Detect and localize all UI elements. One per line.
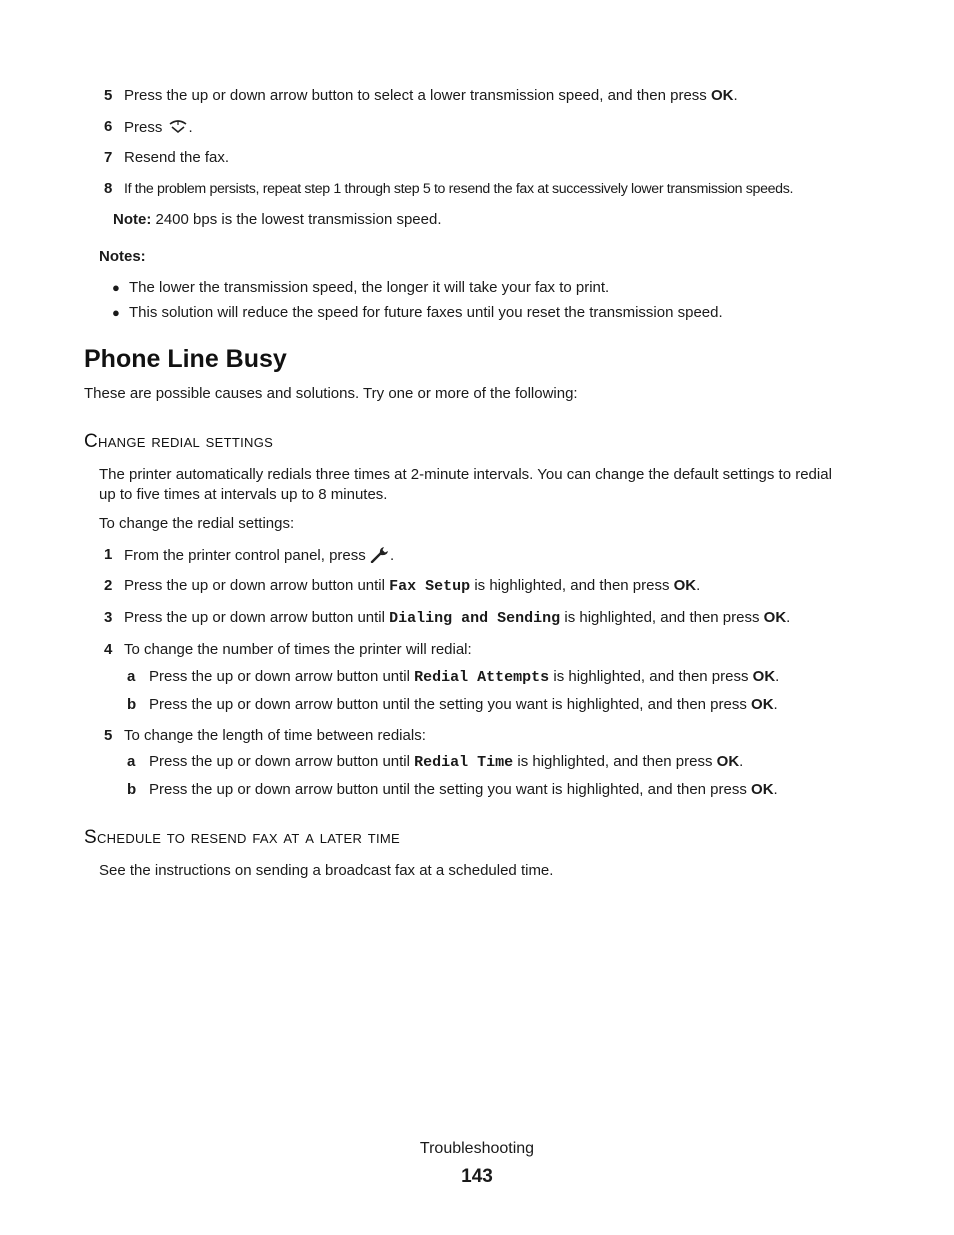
period: . xyxy=(773,781,778,798)
redial-step-5b xyxy=(149,780,778,800)
redial-step-4a-pre: Press the up or down arrow button until xyxy=(149,668,415,685)
notes-item-1: The lower the transmission speed, the longer it will take your fax to print. xyxy=(129,279,610,296)
period: . xyxy=(775,668,780,685)
bullet-icon: ● xyxy=(112,280,120,295)
bullet-icon: ● xyxy=(112,305,120,320)
ok-label: OK xyxy=(752,668,776,685)
redial-step-1 xyxy=(124,545,394,569)
period: . xyxy=(773,696,778,713)
redial-step-1-text: From the printer control panel, press xyxy=(124,547,370,564)
note-text: 2400 bps is the lowest transmission speed. xyxy=(151,211,442,228)
back-arrow-icon xyxy=(167,117,189,141)
redial-step-5a-post: is highlighted, and then press xyxy=(513,753,717,770)
redial-step-5b-letter: b xyxy=(127,781,137,798)
step-8: If the problem persists, repeat step 1 through step 5 to resend the fax at successively lower transmission speeds. xyxy=(124,181,794,197)
redial-step-3-number: 3 xyxy=(104,609,113,626)
redial-step-4b-letter: b xyxy=(127,696,137,713)
menu-item-code: Redial Time xyxy=(414,754,514,771)
redial-step-2-number: 2 xyxy=(104,577,113,594)
redial-step-4b xyxy=(149,695,778,715)
redial-step-1-number: 1 xyxy=(104,546,113,563)
redial-step-4a-post: is highlighted, and then press xyxy=(549,668,753,685)
step-6 xyxy=(124,117,193,141)
redial-step-5a-letter: a xyxy=(127,753,136,770)
step-6-number: 6 xyxy=(104,118,113,135)
ok-label: OK xyxy=(751,696,774,713)
redial-step-4a-letter: a xyxy=(127,668,136,685)
period: . xyxy=(739,753,744,770)
ok-label: OK xyxy=(716,753,740,770)
notes-item-2: This solution will reduce the speed for future faxes until you reset the transmission speed. xyxy=(129,304,723,321)
redial-step-4: To change the number of times the printer will redial: xyxy=(124,641,472,658)
redial-step-2 xyxy=(124,576,700,597)
redial-step-4a xyxy=(149,667,779,688)
schedule-text: See the instructions on sending a broadcast fax at a scheduled time. xyxy=(99,862,554,879)
menu-item-code: Dialing and Sending xyxy=(389,610,561,627)
redial-step-3 xyxy=(124,608,790,629)
section-title: Phone Line Busy xyxy=(84,345,287,373)
wrench-icon xyxy=(370,545,390,569)
step-7-number: 7 xyxy=(104,149,113,166)
redial-step-3-pre: Press the up or down arrow button until xyxy=(124,609,390,626)
redial-step-2-post: is highlighted, and then press xyxy=(470,577,674,594)
note xyxy=(113,210,441,230)
period: . xyxy=(389,547,395,564)
redial-para-line-1: The printer automatically redials three times at 2-minute intervals. You can change the default settings to redial xyxy=(99,466,832,483)
step-8-number: 8 xyxy=(104,180,113,197)
step-5 xyxy=(124,86,738,106)
redial-para-2: To change the redial settings: xyxy=(99,515,295,532)
step-5-text: Press the up or down arrow button to select a lower transmission speed, and then press xyxy=(124,87,711,104)
step-7: Resend the fax. xyxy=(124,149,230,166)
page-number: 143 xyxy=(461,1166,493,1187)
ok-label: OK xyxy=(763,609,787,626)
redial-step-5b-pre: Press the up or down arrow button until the setting you want is highlighted, and then press xyxy=(149,781,752,798)
menu-item-code: Fax Setup xyxy=(389,578,471,595)
schedule-heading: Schedule to resend fax at a later time xyxy=(84,827,401,848)
menu-item-code: Redial Attempts xyxy=(414,669,550,686)
redial-step-5a xyxy=(149,752,743,773)
period: . xyxy=(786,609,791,626)
footer-label: Troubleshooting xyxy=(419,1140,535,1157)
redial-step-5a-pre: Press the up or down arrow button until xyxy=(149,753,415,770)
section-intro: These are possible causes and solutions. Try one or more of the following: xyxy=(84,385,578,402)
notes-heading: Notes: xyxy=(99,248,146,265)
ok-label: OK xyxy=(710,87,734,104)
step-6-text: Press xyxy=(124,119,167,136)
redial-step-4-number: 4 xyxy=(104,641,113,658)
step-5-number: 5 xyxy=(104,87,113,104)
redial-step-3-post: is highlighted, and then press xyxy=(560,609,764,626)
note-label: Note: xyxy=(113,211,152,228)
redial-step-2-pre: Press the up or down arrow button until xyxy=(124,577,390,594)
redial-heading: Change redial settings xyxy=(84,431,274,452)
redial-para-line-2: up to five times at intervals up to 8 minutes. xyxy=(99,486,388,503)
period: . xyxy=(188,119,193,136)
redial-step-4b-pre: Press the up or down arrow button until the setting you want is highlighted, and then press xyxy=(149,696,752,713)
period: . xyxy=(696,577,701,594)
ok-label: OK xyxy=(673,577,697,594)
period: . xyxy=(733,87,738,104)
redial-step-5-number: 5 xyxy=(104,727,113,744)
ok-label: OK xyxy=(751,781,774,798)
redial-step-5: To change the length of time between redials: xyxy=(124,727,426,744)
